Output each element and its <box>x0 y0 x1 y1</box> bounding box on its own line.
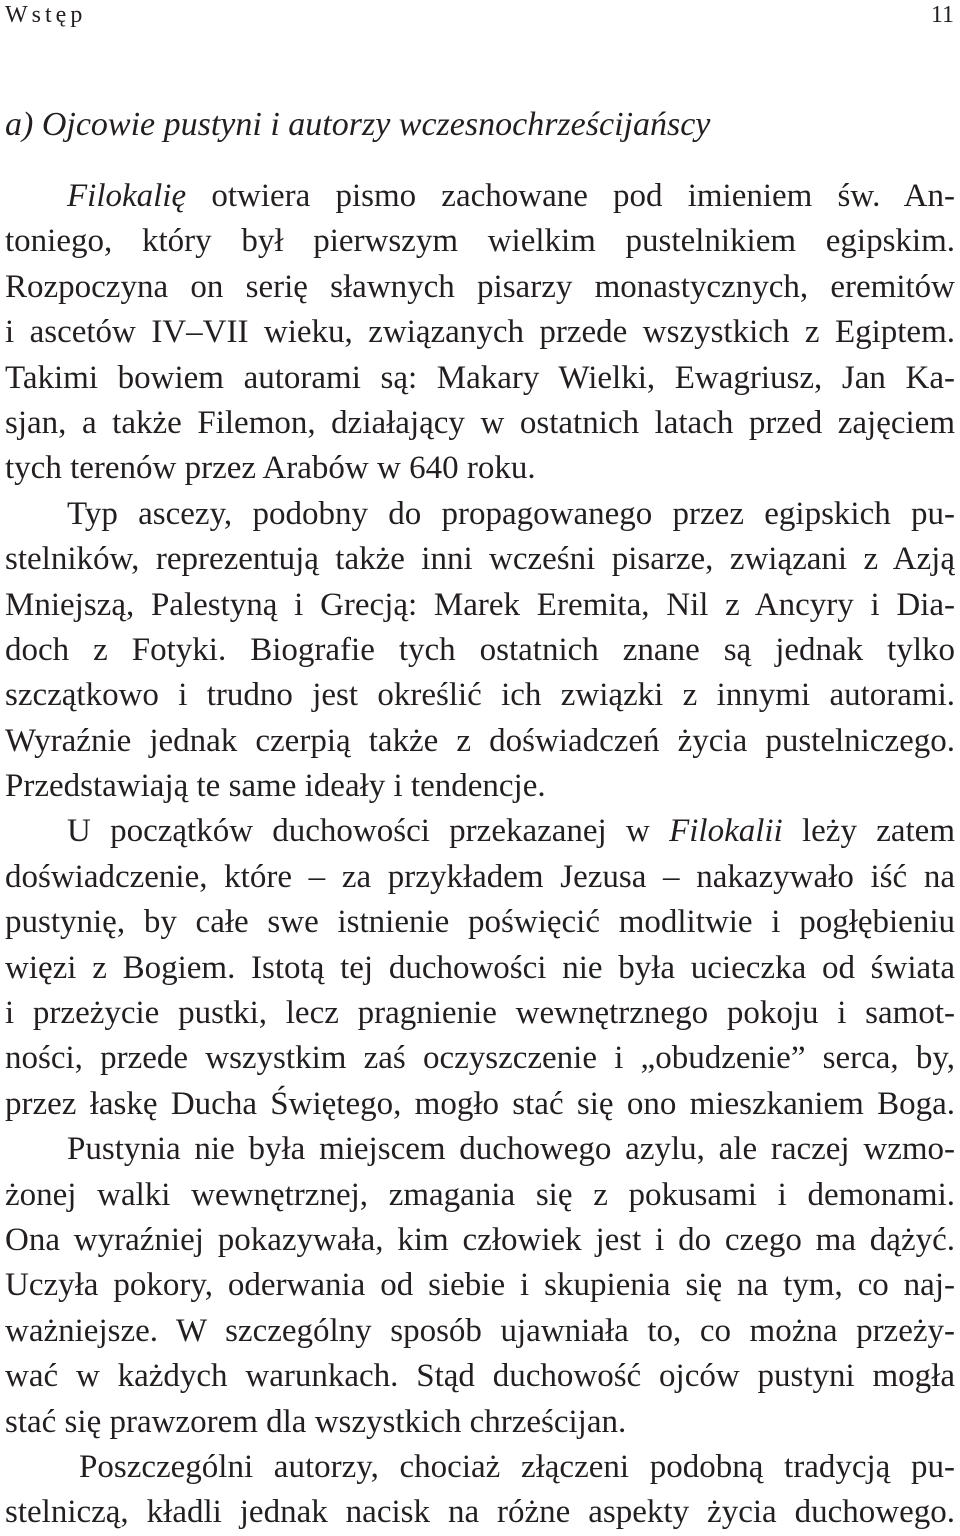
paragraph-1-line-1-text: otwiera pismo zachowane pod imieniem św. An- <box>186 178 955 214</box>
running-head <box>5 0 954 30</box>
paragraph-3-line-5: i przeżycie pustki, lecz pragnienie wewnętrznego pokoju i samot- <box>5 995 955 1032</box>
paragraph-4-line-7: stać się prawzorem dla wszystkich chrześcijan. <box>5 1403 627 1440</box>
body-text <box>5 174 955 1536</box>
paragraph-2-line-3: Mniejszą, Palestyną i Grecją: Marek Eremita, Nil z Ancyry i Dia- <box>5 586 955 623</box>
paragraph-1-line-4: i ascetów IV–VII wieku, związanych przede wszystkich z Egiptem. <box>5 314 955 351</box>
paragraph-3-line-6: ności, przede wszystkim zaś oczyszczenie i „obudzenie” serca, by, <box>5 1040 955 1077</box>
paragraph-4-line-6: wać w każdych warunkach. Stąd duchowość ojców pustyni mogła <box>5 1358 955 1395</box>
page-number: 11 <box>930 2 954 28</box>
paragraph-2-line-2: stelników, reprezentują także inni wcześni pisarze, związani z Azją <box>5 541 955 578</box>
paragraph-2-line-1: Typ ascezy, podobny do propagowanego przez egipskich pu- <box>67 495 955 532</box>
paragraph-1-line-6: sjan, a także Filemon, działający w ostatnich latach przed zajęciem <box>5 404 955 441</box>
paragraph-1-line-3: Rozpoczyna on serię sławnych pisarzy monastycznych, eremitów <box>5 268 955 305</box>
section-heading: a) Ojcowie pustyni i autorzy wczesnochrześcijańscy <box>5 106 711 143</box>
paragraph-3-line-2: doświadczenie, które – za przykładem Jezusa – nakazywało iść na <box>5 858 955 895</box>
paragraph-3-line-1 <box>5 809 955 854</box>
paragraph-2-line-5: szczątkowo i trudno jest określić ich związki z innymi autorami. <box>5 677 955 714</box>
paragraph-1-line-7: tych terenów przez Arabów w 640 roku. <box>5 450 536 487</box>
paragraph-4-line-5: ważniejsze. W szczególny sposób ujawniała to, co można przeży- <box>5 1312 955 1349</box>
paragraph-3-line-1-after: leży zatem <box>782 813 955 850</box>
paragraph-3-line-4: więzi z Bogiem. Istotą tej duchowości nie była ucieczka od świata <box>5 949 955 986</box>
paragraph-2-line-7: Przedstawiają te same ideały i tendencje. <box>5 768 546 805</box>
paragraph-5-line-2: stelniczą, kładli jednak nacisk na różne aspekty życia duchowego. <box>5 1494 955 1531</box>
paragraph-2-line-6: Wyraźnie jednak czerpią także z doświadczeń życia pustelniczego. <box>5 722 955 759</box>
paragraph-3-line-7: przez łaskę Ducha Świętego, mogło stać się ono mieszkaniem Boga. <box>5 1085 955 1122</box>
paragraph-1-line-5: Takimi bowiem autorami są: Makary Wielki, Ewagriusz, Jan Ka- <box>5 359 955 396</box>
paragraph-3-line-1-italic: Filokalii <box>669 813 783 850</box>
paragraph-2-line-4: doch z Fotyki. Biografie tych ostatnich znane są jednak tylko <box>5 631 955 668</box>
paragraph-4-line-3: Ona wyraźniej pokazywała, kim człowiek jest i do czego ma dążyć. <box>5 1221 955 1258</box>
paragraph-4-line-4: Uczyła pokory, oderwania od siebie i skupienia się na tym, co naj- <box>5 1267 955 1304</box>
paragraph-4-line-1: Pustynia nie była miejscem duchowego azylu, ale raczej wzmo- <box>67 1131 955 1168</box>
paragraph-3-line-3: pustynię, by całe swe istnienie poświęcić modlitwie i pogłębieniu <box>5 904 955 941</box>
paragraph-1-line-2: toniego, który był pierwszym wielkim pustelnikiem egipskim. <box>5 223 955 260</box>
paragraph-1-lead-italic: Filokalię <box>67 178 187 214</box>
running-head-title: Wstęp <box>5 2 87 28</box>
paragraph-3-line-1-before: U początków duchowości przekazanej w <box>67 813 670 850</box>
paragraph-4-line-2: żonej walki wewnętrznej, zmagania się z pokusami i demonami. <box>5 1176 955 1213</box>
paragraph-1-line-1 <box>5 174 955 219</box>
paragraph-5-line-1: Poszczególni autorzy, chociaż złączeni podobną tradycją pu- <box>79 1448 955 1485</box>
